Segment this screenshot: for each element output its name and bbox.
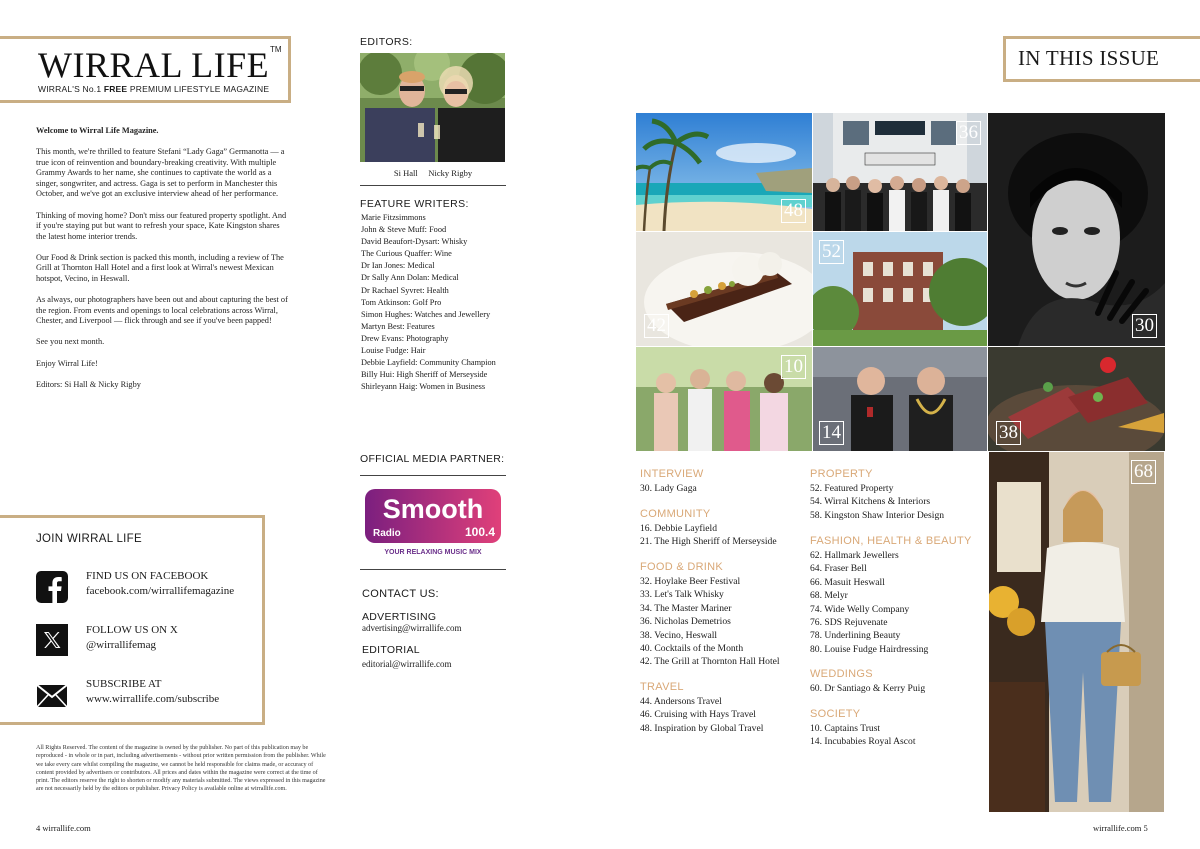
facebook-icon[interactable] <box>36 571 68 603</box>
contents-item[interactable]: 40. Cocktails of the Month <box>640 643 744 655</box>
section-heading-community: COMMUNITY <box>640 508 711 520</box>
section-heading-weddings: WEDDINGS <box>810 668 873 680</box>
section-heading-society: SOCIETY <box>810 708 861 720</box>
contents-item[interactable]: 42. The Grill at Thornton Hall Hotel <box>640 656 780 668</box>
smooth-radio-word: Radio <box>373 528 401 539</box>
page-number-badge: 42 <box>644 314 669 338</box>
welcome-paragraph: Enjoy Wirral Life! <box>36 358 98 368</box>
contact-label: CONTACT US: <box>362 588 439 600</box>
mail-icon[interactable] <box>36 680 68 712</box>
join-title: JOIN WIRRAL LIFE <box>36 533 142 545</box>
subscribe-link[interactable]: www.wirrallife.com/subscribe <box>86 693 220 705</box>
contents-list-society <box>810 722 916 749</box>
welcome-paragraph: See you next month. <box>36 337 105 347</box>
writer-item: Simon Hughes: Watches and Jewellery <box>361 309 491 319</box>
x-icon[interactable] <box>36 624 68 656</box>
advertising-email-link[interactable]: advertising@wirrallife.com <box>362 623 462 633</box>
welcome-paragraph: As always, our photographers have been out and about capturing the best of the region. From events and openings to local celebrations across Wirral, Chester, and Liverpool — flick through and see if you've been papped! <box>36 295 288 326</box>
page-number-badge: 10 <box>781 355 806 379</box>
page-number-badge: 68 <box>1131 460 1156 484</box>
contents-item[interactable]: 68. Melyr <box>810 590 848 602</box>
contents-item[interactable]: 32. Hoylake Beer Festival <box>640 576 741 587</box>
feature-writers-label: FEATURE WRITERS: <box>360 198 469 210</box>
editors-label: EDITORS: <box>360 36 413 48</box>
editorial-label: EDITORIAL <box>362 644 420 656</box>
contents-item[interactable]: 60. Dr Santiago & Kerry Puig <box>810 683 926 694</box>
brand-tagline <box>38 84 269 94</box>
x-handle-link[interactable]: @wirrallifemag <box>86 639 156 651</box>
welcome-paragraph: This month, we're thrilled to feature Stefani “Lady Gaga” Germanotta — a true icon of reinvention and boundary-breaking creativity. With multiple Grammy Awards to her name, she continues to captivate the world as a singer, songwriter, and actress. Gaga is set to perform in Manchester this October, and we've got an exclusive interview ahead of her performance. <box>36 147 285 199</box>
x-heading: FOLLOW US ON X <box>86 624 178 636</box>
writer-item: Dr Ian Jones: Medical <box>361 261 435 271</box>
writer-item: John & Steve Muff: Food <box>361 225 447 235</box>
contents-item[interactable]: 21. The High Sheriff of Merseyside <box>640 536 777 548</box>
writer-item: Dr Sally Ann Dolan: Medical <box>361 273 459 283</box>
tile-incubabies-royal-ascot[interactable] <box>813 347 987 451</box>
contents-item[interactable]: 16. Debbie Layfield <box>640 523 717 534</box>
contents-item[interactable]: 58. Kingston Shaw Interior Design <box>810 509 945 521</box>
contents-item[interactable]: 38. Vecino, Heswall <box>640 629 718 641</box>
contents-item[interactable]: 54. Wirral Kitchens & Interiors <box>810 496 931 508</box>
contents-item[interactable]: 74. Wide Welly Company <box>810 603 910 615</box>
page-number-badge: 14 <box>819 421 844 445</box>
facebook-heading: FIND US ON FACEBOOK <box>86 570 209 582</box>
tile-melyr-fashion[interactable] <box>989 452 1164 812</box>
contents-item[interactable]: 78. Underlining Beauty <box>810 630 901 642</box>
welcome-heading: Welcome to Wirral Life Magazine. <box>36 126 159 135</box>
editorial-email-link[interactable]: editorial@wirrallife.com <box>362 659 452 669</box>
writer-item: Billy Hui: High Sheriff of Merseyside <box>361 370 488 380</box>
writer-item: David Beaufort-Dysart: Whisky <box>361 237 468 247</box>
contents-list-travel <box>640 695 763 735</box>
contents-list-fashion-health-beauty <box>810 549 928 656</box>
page-folio-right: wirrallife.com 5 <box>1093 823 1148 833</box>
welcome-letter <box>36 126 289 401</box>
tile-beach-travel[interactable] <box>636 113 812 231</box>
tile-captains-trust[interactable] <box>636 347 812 451</box>
tagline-end: PREMIUM LIFESTYLE MAGAZINE <box>127 84 270 94</box>
tile-vecino-food[interactable] <box>988 347 1165 451</box>
contents-item[interactable]: 34. The Master Mariner <box>640 602 732 614</box>
contents-list-community <box>640 522 777 549</box>
legal-notice: All Rights Reserved. The content of the magazine is owned by the publisher. No part of this publication may be reproduced - in whole or in part, including advertisements - without prior written permission from the publisher. While we take every care whilst compiling the magazine, we cannot be held responsible for claims made, or accuracy of content provided by advertisers or contributors. All prices and dates within the magazine were correct at the time of print. The editors reserve the right to shorten or modify any materials submitted. The views expressed in this magazine are not necessarily held by the editors or publisher. Privacy Policy is available online at wirrallife.com. <box>36 745 326 793</box>
page-folio-left: 4 wirrallife.com <box>36 823 91 833</box>
contents-item[interactable]: 44. Andersons Travel <box>640 696 722 707</box>
smooth-slogan: YOUR RELAXING MUSIC MIX <box>384 549 482 556</box>
contents-item[interactable]: 33. Let's Talk Whisky <box>640 589 724 601</box>
welcome-paragraph: Thinking of moving home? Don't miss our featured property spotlight. And if you're staying put but want to refresh your space, Kate Kingston shares the latest home interior trends. <box>36 210 287 241</box>
editors-caption: Si Hall Nicky Rigby <box>393 168 473 178</box>
contents-item[interactable]: 62. Hallmark Jewellers <box>810 550 899 561</box>
contents-list-property <box>810 482 944 522</box>
divider <box>360 569 506 570</box>
welcome-signoff: Editors: Si Hall & Nicky Rigby <box>36 379 141 389</box>
writer-item: Drew Evans: Photography <box>361 333 449 343</box>
contents-item[interactable]: 64. Fraser Bell <box>810 563 867 575</box>
tile-lady-gaga-portrait[interactable] <box>988 113 1165 346</box>
tile-featured-property[interactable] <box>813 232 987 346</box>
contents-item[interactable]: 14. Incubabies Royal Ascot <box>810 736 916 748</box>
divider <box>360 475 506 476</box>
contents-item[interactable]: 48. Inspiration by Global Travel <box>640 722 764 734</box>
divider <box>360 185 506 186</box>
contents-item[interactable]: 66. Masuit Heswall <box>810 576 885 588</box>
section-heading-travel: TRAVEL <box>640 681 684 693</box>
tile-pub-team[interactable] <box>813 113 987 231</box>
writer-item: Louise Fudge: Hair <box>361 346 426 356</box>
media-partner-label: OFFICIAL MEDIA PARTNER: <box>360 453 505 465</box>
smooth-wordmark: Smooth <box>382 494 484 524</box>
contents-list-food-drink <box>640 575 780 669</box>
writer-item: Shirleyann Haig: Women in Business <box>361 382 486 392</box>
page-number-badge: 36 <box>956 121 981 145</box>
page-number-badge: 30 <box>1132 314 1157 338</box>
writer-item: Martyn Best: Features <box>361 321 435 331</box>
section-heading-food-drink: FOOD & DRINK <box>640 561 724 573</box>
writer-item: Tom Atkinson: Golf Pro <box>361 297 442 307</box>
tagline-start: WIRRAL'S No.1 <box>38 84 104 94</box>
tagline-free: FREE <box>103 84 128 94</box>
page-number-badge: 52 <box>819 240 844 264</box>
contents-item[interactable]: 52. Featured Property <box>810 483 894 494</box>
writer-item: Debbie Layfield: Community Champion <box>361 358 496 368</box>
brand-title: WIRRAL LIFE <box>38 45 270 85</box>
trademark-mark: TM <box>270 45 282 54</box>
writer-item: The Curious Quaffer: Wine <box>361 249 452 259</box>
contents-list-weddings <box>810 682 925 695</box>
in-this-issue-title: IN THIS ISSUE <box>1018 46 1160 70</box>
contents-item[interactable]: 10. Captains Trust <box>810 723 881 734</box>
section-heading-interview: INTERVIEW <box>640 468 704 480</box>
welcome-paragraph: Our Food & Drink section is packed this month, including a review of The Grill at Thornton Hall Hotel and a first look at Wirral's newest Mexican hotspot, Vecino, in Heswall. <box>36 252 284 284</box>
smooth-frequency: 100.4 <box>464 525 495 539</box>
feature-writers-list <box>361 212 496 393</box>
writer-item: Dr Rachael Syvret: Health <box>361 285 449 295</box>
contents-item[interactable]: 46. Cruising with Hays Travel <box>640 709 756 721</box>
writer-item: Marie Fitzsimmons <box>361 213 426 222</box>
contents-item[interactable]: 30. Lady Gaga <box>640 483 697 494</box>
tile-grill-dessert[interactable] <box>636 232 812 346</box>
contents-item[interactable]: 76. SDS Rejuvenate <box>810 617 888 629</box>
subscribe-heading: SUBSCRIBE AT <box>86 678 162 690</box>
editors-photo <box>360 53 505 162</box>
smooth-radio-logo[interactable] <box>363 488 503 558</box>
facebook-link[interactable]: facebook.com/wirrallifemagazine <box>86 585 235 597</box>
page-number-badge: 48 <box>781 199 806 223</box>
contents-list-interview <box>640 482 697 495</box>
section-heading-fashion-health-beauty: FASHION, HEALTH & BEAUTY <box>810 535 972 547</box>
contents-item[interactable]: 36. Nicholas Demetrios <box>640 616 731 628</box>
section-heading-property: PROPERTY <box>810 468 873 480</box>
advertising-label: ADVERTISING <box>362 611 437 623</box>
contents-item[interactable]: 80. Louise Fudge Hairdressing <box>810 643 929 655</box>
page-number-badge: 38 <box>996 421 1021 445</box>
